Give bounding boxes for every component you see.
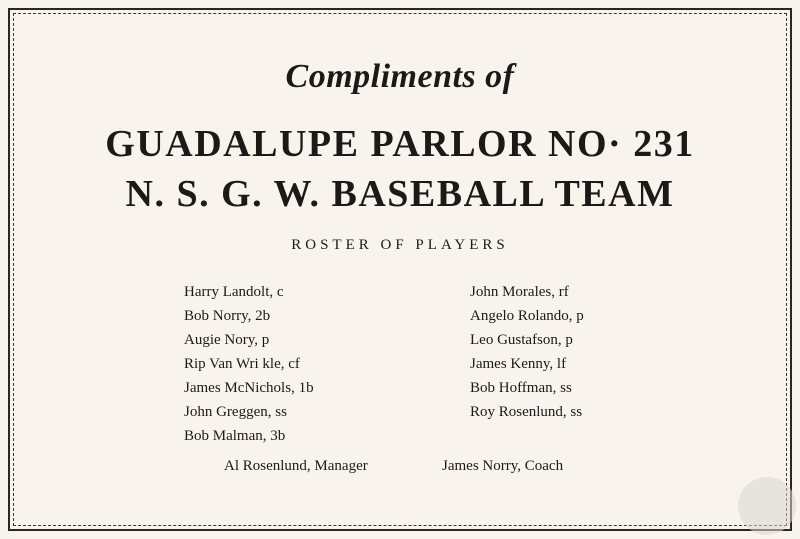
manager-credit: Al Rosenlund, Manager bbox=[224, 458, 368, 474]
player-item: Bob Malman, 3b bbox=[184, 428, 286, 444]
player-item: John Morales, rf bbox=[470, 284, 569, 300]
players-right-list bbox=[470, 280, 584, 424]
player-item: Augie Nory, p bbox=[184, 332, 270, 348]
player-item: Bob Norry, 2b bbox=[184, 308, 271, 324]
player-item: James McNichols, 1b bbox=[184, 380, 314, 396]
player-item: James Kenny, lf bbox=[470, 356, 567, 372]
watermark-stamp bbox=[738, 477, 796, 535]
parlor-title: GUADALUPE PARLOR NO· 231 bbox=[105, 123, 695, 165]
compliments-heading: Compliments of bbox=[285, 58, 515, 95]
coach-credit: James Norry, Coach bbox=[442, 458, 564, 474]
player-item: Roy Rosenlund, ss bbox=[470, 404, 583, 420]
roster-heading: ROSTER OF PLAYERS bbox=[291, 237, 509, 253]
team-title: N. S. G. W. BASEBALL TEAM bbox=[125, 173, 675, 215]
player-item: Angelo Rolando, p bbox=[470, 308, 584, 324]
player-item: Bob Hoffman, ss bbox=[470, 380, 572, 396]
player-item: Harry Landolt, c bbox=[184, 284, 284, 300]
player-item: Leo Gustafson, p bbox=[470, 332, 573, 348]
player-item: Rip Van Wri kle, cf bbox=[184, 356, 300, 372]
players-left-list bbox=[184, 280, 314, 448]
player-item: John Greggen, ss bbox=[184, 404, 287, 420]
